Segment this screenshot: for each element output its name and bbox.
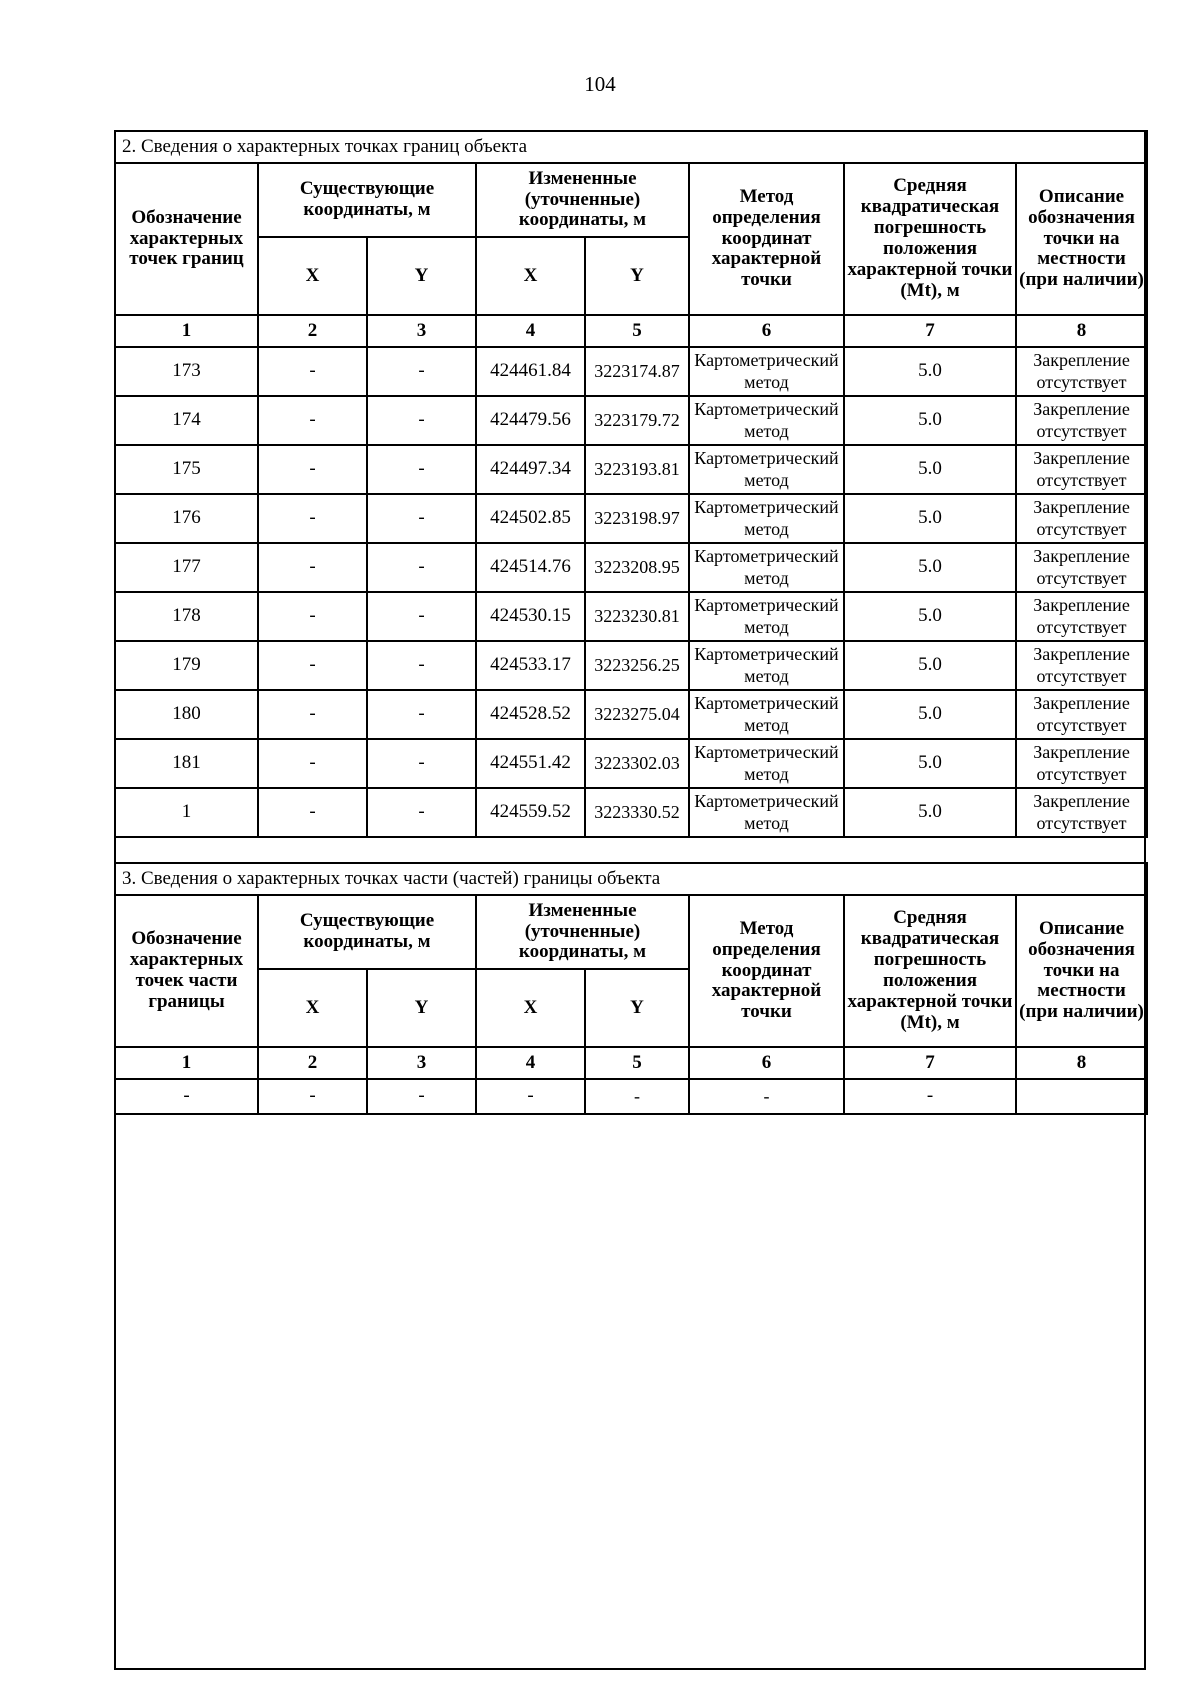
existing-y: - <box>367 739 476 788</box>
description-cell: Закрепление отсутствует <box>1016 641 1147 690</box>
point-designation: 177 <box>115 543 258 592</box>
header-changed-coords: Измененные (уточненные) координаты, м <box>476 163 689 237</box>
changed-y: 3223330.52 <box>585 788 689 837</box>
header-changed-coords: Измененные (уточненные) координаты, м <box>476 895 689 969</box>
table-row <box>115 396 1147 445</box>
existing-x: - <box>258 641 367 690</box>
error-cell: 5.0 <box>844 494 1016 543</box>
existing-y: - <box>367 347 476 396</box>
existing-x: - <box>258 494 367 543</box>
changed-x: - <box>476 1079 585 1114</box>
point-designation: 173 <box>115 347 258 396</box>
existing-x: - <box>258 445 367 494</box>
header-existing-coords: Существующие координаты, м <box>258 163 476 237</box>
existing-y: - <box>367 494 476 543</box>
column-number: 1 <box>115 315 258 347</box>
changed-y: 3223198.97 <box>585 494 689 543</box>
column-number: 1 <box>115 1047 258 1079</box>
boundary-points-table <box>114 130 1148 838</box>
method-cell: Картометрический метод <box>689 788 844 837</box>
changed-y: 3223193.81 <box>585 445 689 494</box>
column-number: 4 <box>476 1047 585 1079</box>
changed-x: 424533.17 <box>476 641 585 690</box>
header-description: Описание обозначения точки на местности (при наличии) <box>1016 895 1147 1047</box>
error-cell: 5.0 <box>844 445 1016 494</box>
changed-y: 3223230.81 <box>585 592 689 641</box>
description-cell: Закрепление отсутствует <box>1016 396 1147 445</box>
table-row <box>115 739 1147 788</box>
table-row <box>115 494 1147 543</box>
header-designation: Обозначение характерных точек части границы <box>115 895 258 1047</box>
table-row <box>115 788 1147 837</box>
error-cell: 5.0 <box>844 641 1016 690</box>
column-number: 7 <box>844 315 1016 347</box>
header-designation: Обозначение характерных точек границ <box>115 163 258 315</box>
table-row <box>115 347 1147 396</box>
point-designation: 178 <box>115 592 258 641</box>
table-row <box>115 592 1147 641</box>
error-cell: 5.0 <box>844 396 1016 445</box>
header-existing-coords: Существующие координаты, м <box>258 895 476 969</box>
column-numbers-row <box>115 1047 1147 1079</box>
existing-y: - <box>367 641 476 690</box>
column-number: 8 <box>1016 1047 1147 1079</box>
changed-x: 424551.42 <box>476 739 585 788</box>
method-cell: Картометрический метод <box>689 445 844 494</box>
error-cell: 5.0 <box>844 739 1016 788</box>
header-changed-y: Y <box>585 969 689 1047</box>
table-row <box>115 641 1147 690</box>
changed-x: 424514.76 <box>476 543 585 592</box>
description-cell <box>1016 1079 1147 1114</box>
header-method: Метод определения координат характерной точки <box>689 895 844 1047</box>
header-changed-x: X <box>476 969 585 1047</box>
existing-x: - <box>258 543 367 592</box>
header-existing-y: Y <box>367 237 476 315</box>
method-cell: Картометрический метод <box>689 494 844 543</box>
description-cell: Закрепление отсутствует <box>1016 543 1147 592</box>
column-numbers-row <box>115 315 1147 347</box>
description-cell: Закрепление отсутствует <box>1016 445 1147 494</box>
changed-y: 3223208.95 <box>585 543 689 592</box>
header-existing-y: Y <box>367 969 476 1047</box>
part-boundary-points-table <box>114 862 1148 1115</box>
header-existing-x: X <box>258 969 367 1047</box>
changed-y: 3223275.04 <box>585 690 689 739</box>
section-title: 3. Сведения о характерных точках части (частей) границы объекта <box>115 863 1147 895</box>
error-cell: 5.0 <box>844 347 1016 396</box>
boundary-points-tbody <box>115 131 1147 837</box>
existing-y: - <box>367 690 476 739</box>
header-existing-x: X <box>258 237 367 315</box>
point-designation: 179 <box>115 641 258 690</box>
existing-y: - <box>367 788 476 837</box>
header-changed-x: X <box>476 237 585 315</box>
column-number: 6 <box>689 315 844 347</box>
changed-x: 424502.85 <box>476 494 585 543</box>
changed-x: 424528.52 <box>476 690 585 739</box>
page-number: 104 <box>584 72 616 96</box>
changed-y: 3223256.25 <box>585 641 689 690</box>
point-designation: 175 <box>115 445 258 494</box>
method-cell: Картометрический метод <box>689 592 844 641</box>
column-number: 8 <box>1016 315 1147 347</box>
table-row <box>115 445 1147 494</box>
method-cell: Картометрический метод <box>689 739 844 788</box>
changed-x: 424559.52 <box>476 788 585 837</box>
column-number: 2 <box>258 315 367 347</box>
point-designation: 1 <box>115 788 258 837</box>
column-number: 2 <box>258 1047 367 1079</box>
column-number: 3 <box>367 1047 476 1079</box>
table-row <box>115 690 1147 739</box>
existing-y: - <box>367 543 476 592</box>
changed-y: 3223302.03 <box>585 739 689 788</box>
column-number: 5 <box>585 1047 689 1079</box>
existing-x: - <box>258 347 367 396</box>
error-cell: 5.0 <box>844 788 1016 837</box>
existing-y: - <box>367 445 476 494</box>
existing-x: - <box>258 739 367 788</box>
existing-x: - <box>258 690 367 739</box>
point-designation: 174 <box>115 396 258 445</box>
column-number: 5 <box>585 315 689 347</box>
column-number: 3 <box>367 315 476 347</box>
existing-y: - <box>367 396 476 445</box>
column-number: 6 <box>689 1047 844 1079</box>
error-cell: 5.0 <box>844 690 1016 739</box>
point-designation: 180 <box>115 690 258 739</box>
changed-y: 3223174.87 <box>585 347 689 396</box>
existing-x: - <box>258 1079 367 1114</box>
header-error: Средняя квадратическая погрешность положения характерной точки (Mt), м <box>844 163 1016 315</box>
error-cell: - <box>844 1079 1016 1114</box>
method-cell: - <box>689 1079 844 1114</box>
column-number: 4 <box>476 315 585 347</box>
changed-x: 424497.34 <box>476 445 585 494</box>
header-method: Метод определения координат характерной точки <box>689 163 844 315</box>
column-number: 7 <box>844 1047 1016 1079</box>
error-cell: 5.0 <box>844 543 1016 592</box>
description-cell: Закрепление отсутствует <box>1016 690 1147 739</box>
existing-x: - <box>258 396 367 445</box>
changed-y: 3223179.72 <box>585 396 689 445</box>
existing-y: - <box>367 592 476 641</box>
header-changed-y: Y <box>585 237 689 315</box>
table-row <box>115 1079 1147 1114</box>
part-boundary-points-tbody <box>115 863 1147 1114</box>
method-cell: Картометрический метод <box>689 396 844 445</box>
description-cell: Закрепление отсутствует <box>1016 592 1147 641</box>
changed-y: - <box>585 1079 689 1114</box>
description-cell: Закрепление отсутствует <box>1016 347 1147 396</box>
changed-x: 424530.15 <box>476 592 585 641</box>
point-designation: - <box>115 1079 258 1114</box>
existing-y: - <box>367 1079 476 1114</box>
description-cell: Закрепление отсутствует <box>1016 494 1147 543</box>
changed-x: 424479.56 <box>476 396 585 445</box>
header-description: Описание обозначения точки на местности (при наличии) <box>1016 163 1147 315</box>
description-cell: Закрепление отсутствует <box>1016 739 1147 788</box>
method-cell: Картометрический метод <box>689 641 844 690</box>
method-cell: Картометрический метод <box>689 543 844 592</box>
point-designation: 176 <box>115 494 258 543</box>
header-error: Средняя квадратическая погрешность положения характерной точки (Mt), м <box>844 895 1016 1047</box>
method-cell: Картометрический метод <box>689 690 844 739</box>
table-row <box>115 543 1147 592</box>
existing-x: - <box>258 788 367 837</box>
section-title: 2. Сведения о характерных точках границ объекта <box>115 131 1147 163</box>
method-cell: Картометрический метод <box>689 347 844 396</box>
description-cell: Закрепление отсутствует <box>1016 788 1147 837</box>
changed-x: 424461.84 <box>476 347 585 396</box>
point-designation: 181 <box>115 739 258 788</box>
error-cell: 5.0 <box>844 592 1016 641</box>
existing-x: - <box>258 592 367 641</box>
